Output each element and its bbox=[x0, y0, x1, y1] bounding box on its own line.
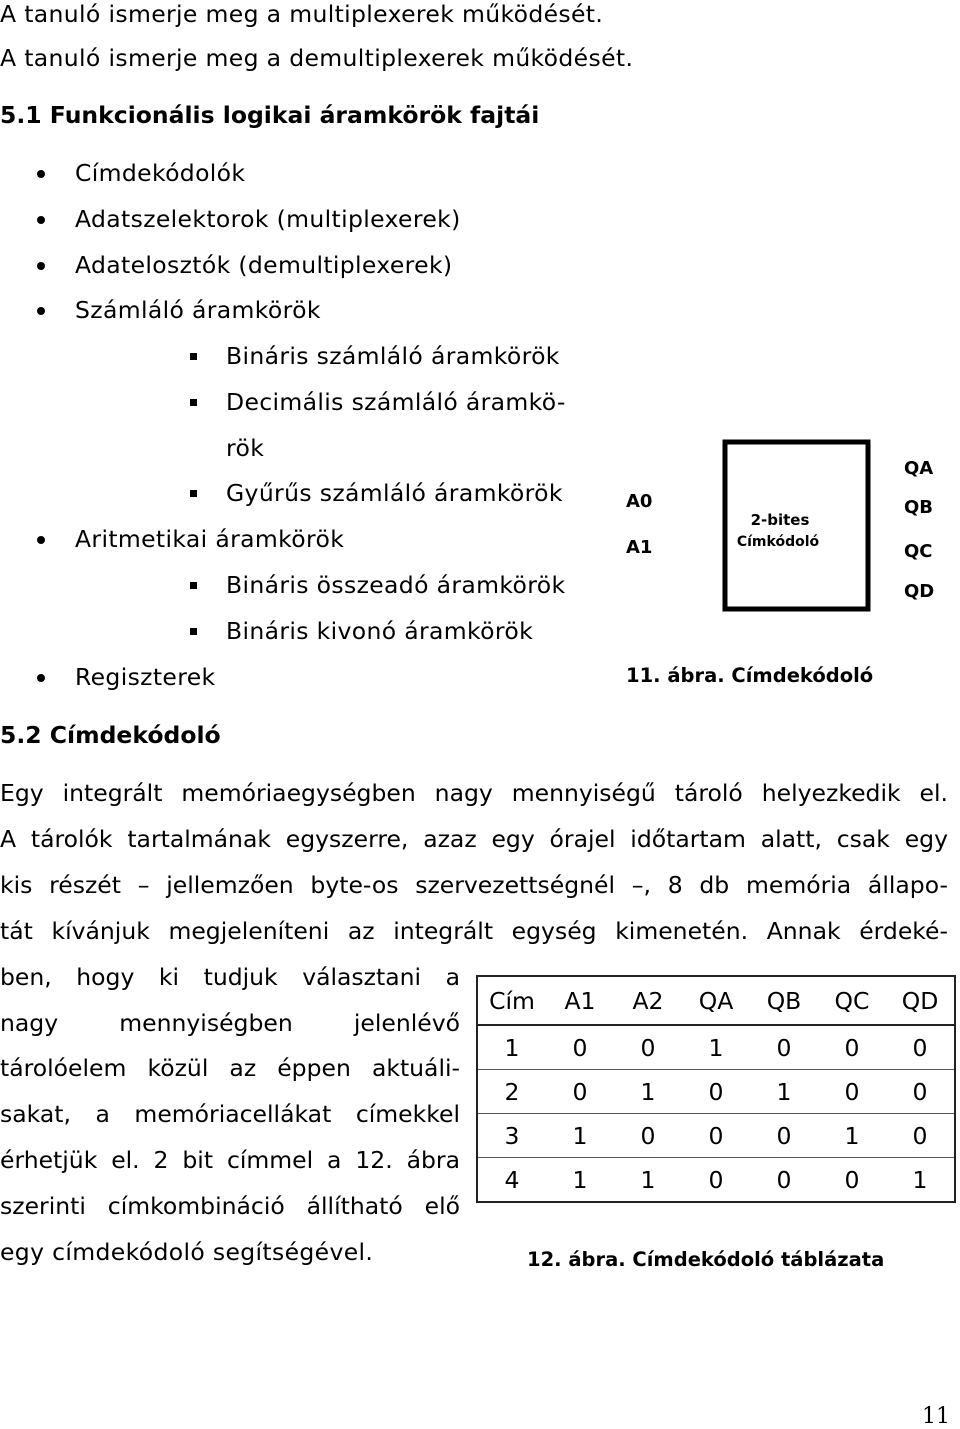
table-cell: 0 bbox=[818, 1025, 886, 1070]
bullet-dot bbox=[37, 536, 45, 544]
figure-11-caption: 11. ábra. Címdekódoló bbox=[626, 664, 874, 687]
table-cell: 0 bbox=[886, 1114, 955, 1158]
table-row bbox=[477, 1158, 955, 1203]
table-cell: 0 bbox=[682, 1114, 750, 1158]
bullet-dot bbox=[37, 170, 45, 178]
table-cell: 1 bbox=[682, 1025, 750, 1070]
sublist-item-binaris-kivono: Bináris kivonó áramkörök bbox=[226, 617, 534, 645]
table-header-cell: QA bbox=[682, 976, 750, 1025]
output-label-qa: QA bbox=[904, 458, 934, 479]
bullet-dot bbox=[37, 262, 45, 270]
list-item-regiszterek: Regiszterek bbox=[75, 663, 216, 691]
table-row bbox=[477, 1070, 955, 1114]
input-label-a0: A0 bbox=[626, 491, 653, 512]
table-cell: 1 bbox=[477, 1025, 546, 1070]
table-header-cell: A2 bbox=[614, 976, 682, 1025]
section-5-1-title: 5.1 Funkcionális logikai áramkörök fajtái bbox=[0, 101, 540, 129]
table-cell: 1 bbox=[640, 1165, 656, 1194]
paragraph-line-10: szerinti címkombináció állítható elő bbox=[0, 1192, 460, 1220]
table-cell: 0 bbox=[818, 1070, 886, 1114]
paragraph-line-5: ben, hogy ki tudjuk választani a bbox=[0, 963, 460, 991]
paragraph-line-7: tárolóelem közül az éppen aktuáli- bbox=[0, 1054, 460, 1082]
table-header-cell: QD bbox=[886, 976, 955, 1025]
paragraph-line-11: egy címdekódoló segítségével. bbox=[0, 1238, 374, 1266]
paragraph-line-1: Egy integrált memóriaegységben nagy mennyiségű tároló helyezkedik el. bbox=[0, 779, 948, 807]
paragraph-line-9: érhetjük el. 2 bit címmel a 12. ábra bbox=[0, 1146, 460, 1174]
table-cell: 0 bbox=[708, 1165, 724, 1194]
table-cell: 1 bbox=[818, 1114, 886, 1158]
table-cell: 4 bbox=[504, 1165, 520, 1194]
section-5-2-title: 5.2 Címdekódoló bbox=[0, 721, 221, 749]
bullet-square bbox=[190, 399, 197, 406]
table-cell: 0 bbox=[546, 1025, 614, 1070]
decoder-block-label-1: 2-bites bbox=[750, 511, 810, 529]
table-header-cell: A1 bbox=[546, 976, 614, 1025]
page-number: 11 bbox=[922, 1404, 950, 1429]
table-header-cell: Cím bbox=[477, 976, 546, 1025]
table-row bbox=[477, 1114, 955, 1158]
output-label-qd: QD bbox=[904, 581, 935, 602]
list-item-adatelosztok: Adatelosztók (demultiplexerek) bbox=[75, 251, 453, 279]
table-cell: 1 bbox=[572, 1165, 588, 1194]
table-header-row bbox=[477, 976, 955, 1025]
table-header-cell: QC bbox=[818, 976, 886, 1025]
table-cell: 2 bbox=[477, 1070, 546, 1114]
table-cell: 0 bbox=[682, 1070, 750, 1114]
table-cell: 0 bbox=[776, 1165, 792, 1194]
table-cell: 1 bbox=[750, 1070, 818, 1114]
paragraph-line-8: sakat, a memóriacellákat címekkel bbox=[0, 1100, 460, 1128]
paragraph-line-3: kis részét – jellemzően byte-os szervezettségnél –, 8 db memória állapo- bbox=[0, 871, 948, 899]
table-cell: 0 bbox=[844, 1165, 860, 1194]
figure-12-caption: 12. ábra. Címdekódoló táblázata bbox=[527, 1248, 885, 1271]
bullet-dot bbox=[37, 216, 45, 224]
paragraph-line-4: tát kívánjuk megjeleníteni az integrált egység kimenetén. Annak érdeké- bbox=[0, 917, 948, 945]
list-item-adatszelektorok: Adatszelektorok (multiplexerek) bbox=[75, 205, 461, 233]
table-cell: 0 bbox=[750, 1114, 818, 1158]
bullet-square bbox=[190, 628, 197, 635]
table-cell: 3 bbox=[477, 1114, 546, 1158]
intro-line-1: A tanuló ismerje meg a multiplexerek működését. bbox=[0, 0, 604, 28]
paragraph-line-2: A tárolók tartalmának egyszerre, azaz egy órajel időtartam alatt, csak egy bbox=[0, 825, 948, 853]
paragraph-line-6: nagy mennyiségben jelenlévő bbox=[0, 1009, 460, 1037]
intro-line-2: A tanuló ismerje meg a demultiplexerek működését. bbox=[0, 44, 634, 72]
bullet-dot bbox=[37, 674, 45, 682]
table-cell: 0 bbox=[750, 1025, 818, 1070]
sublist-item-decimalis-szamlalo: Decimális számláló áramkö- bbox=[226, 388, 566, 416]
table-cell: 1 bbox=[546, 1114, 614, 1158]
table-cell: 1 bbox=[912, 1165, 928, 1194]
table-cell: 1 bbox=[614, 1070, 682, 1114]
address-decoder-figure bbox=[615, 430, 955, 645]
table-cell: 0 bbox=[614, 1114, 682, 1158]
output-label-qc: QC bbox=[904, 541, 933, 562]
table-row bbox=[477, 1025, 955, 1070]
table-cell: 0 bbox=[546, 1070, 614, 1114]
sublist-item-binaris-osszeado: Bináris összeadó áramkörök bbox=[226, 571, 566, 599]
list-item-szamlalo: Számláló áramkörök bbox=[75, 296, 321, 324]
table-cell: 0 bbox=[886, 1070, 955, 1114]
bullet-square bbox=[190, 353, 197, 360]
bullet-square bbox=[190, 582, 197, 589]
sublist-item-gyurus-szamlalo: Gyűrűs számláló áramkörök bbox=[226, 479, 563, 507]
list-item-aritmetikai: Aritmetikai áramkörök bbox=[75, 525, 345, 553]
input-label-a1: A1 bbox=[626, 537, 653, 558]
sublist-item-decimalis-szamlalo-cont: rök bbox=[226, 434, 265, 462]
bullet-square bbox=[190, 490, 197, 497]
decoder-block-label-2: Címkódoló bbox=[736, 534, 820, 550]
table-cell: 0 bbox=[614, 1025, 682, 1070]
address-table bbox=[476, 975, 956, 1203]
table-cell: 0 bbox=[886, 1025, 955, 1070]
bullet-dot bbox=[37, 307, 45, 315]
sublist-item-binaris-szamlalo: Bináris számláló áramkörök bbox=[226, 342, 560, 370]
list-item-cimdekodolok: Címdekódolók bbox=[75, 159, 246, 187]
table-header-cell: QB bbox=[750, 976, 818, 1025]
output-label-qb: QB bbox=[904, 497, 934, 518]
